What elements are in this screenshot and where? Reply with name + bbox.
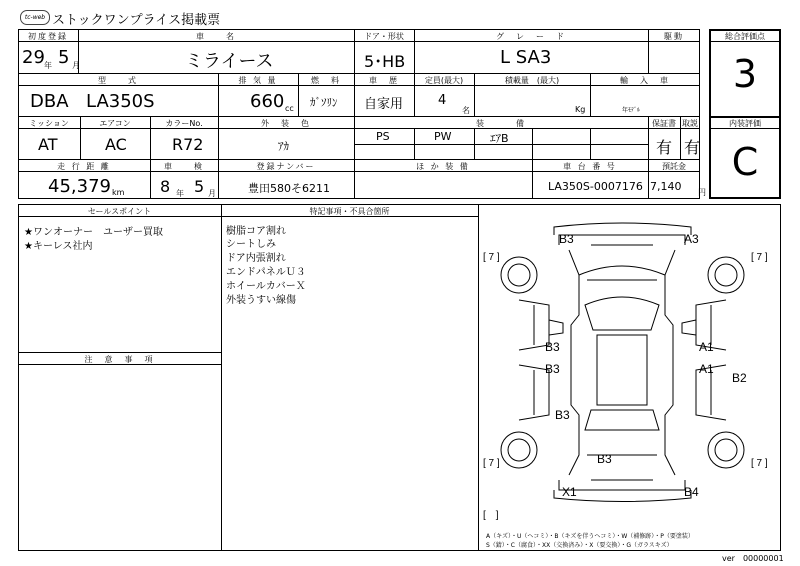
interior-score: C [731, 140, 759, 184]
reg-year: 29 [22, 47, 45, 68]
damage-mark: B3 [545, 362, 560, 376]
damage-mark: B3 [555, 408, 570, 422]
sales-points-label: セールスポイント [87, 207, 152, 216]
import-label: 輸 入 車 [620, 76, 670, 85]
plate-number: 豊田580そ6211 [248, 182, 330, 195]
km-unit: km [112, 188, 125, 197]
damage-mark: B2 [732, 371, 747, 385]
inspection-year: 8 [160, 177, 171, 196]
inspection-month: 5 [194, 177, 205, 196]
insp-year-unit: 年 [176, 189, 184, 198]
kg-unit: Kg [575, 105, 586, 114]
note-item: 樹脂コア割れ [226, 226, 286, 237]
plate-label: 登録ナンバー [256, 162, 316, 171]
notes-label: 特記事項・不具合箇所 [309, 207, 390, 216]
warranty: 有 [656, 138, 673, 157]
equip-ps: PS [376, 130, 390, 143]
mission-label: ミッション [29, 119, 69, 128]
legend-line: A（キズ）・U（ヘコミ）・B（キズを伴うヘコミ）・W（補修跡）・P（要塗装） [486, 533, 694, 540]
fuel: ｶﾞｿﾘﾝ [310, 96, 338, 109]
warranty-label: 保証書 [652, 119, 676, 128]
aircon: AC [105, 135, 127, 154]
color-no-label: カラーNo. [165, 119, 203, 128]
manual-label: 取説 [682, 119, 698, 128]
equip-pw: PW [434, 130, 452, 143]
version-label: ver 00000001 [722, 554, 784, 563]
model: LA350S [86, 91, 155, 112]
other-equip-label: ほ か 装 備 [416, 162, 470, 171]
bracket-mark: [ 7 ] [483, 252, 500, 263]
bracket-mark: [ ] [483, 510, 499, 521]
mission: AT [38, 135, 58, 154]
model-prefix: DBA [30, 91, 69, 112]
mileage: 45,379 [48, 176, 111, 197]
door-type: 5･HB [364, 52, 406, 71]
note-item: エンドパネルＵ３ [226, 267, 306, 278]
damage-mark: A1 [699, 340, 714, 354]
damage-mark: B4 [684, 485, 699, 499]
sales-point-item: ★ワンオーナー ユーザー買取 [24, 227, 163, 238]
car-name: ミライース [185, 51, 274, 72]
damage-mark: B3 [545, 340, 560, 354]
grade: L SA3 [500, 47, 552, 68]
aircon-label: エアコン [99, 119, 131, 128]
damage-mark: B3 [559, 232, 574, 246]
model-label: 型 式 [98, 76, 138, 85]
equip-airbag: ｴｱB [490, 132, 509, 145]
note-item: ドア内張割れ [226, 253, 286, 264]
interior-label: 内装評価 [729, 119, 761, 128]
cc-unit: cc [285, 104, 294, 113]
capacity: 4 [438, 93, 447, 108]
deposit-label: 預託金 [662, 162, 686, 171]
exterior-color-label: 外 装 色 [261, 119, 311, 128]
note-item: シートしみ [226, 239, 276, 250]
load-label: 積載量 (最大) [504, 76, 560, 85]
caution-label: 注 意 事 項 [84, 355, 155, 364]
note-item: ホイールカバーＸ [226, 281, 306, 292]
damage-mark: X1 [562, 485, 577, 499]
legend-line: S（錆）・C（腐食）・XX（交換済み）・X（要交換）・G（ガラスキズ） [486, 542, 673, 549]
mileage-label: 走 行 距 離 [57, 162, 111, 171]
car-diagram [479, 205, 780, 530]
info-table [18, 29, 700, 199]
note-item: 外装うすい線傷 [226, 295, 296, 306]
car-history: 自家用 [364, 97, 404, 112]
vin: LA350S-0007176 [548, 180, 643, 193]
bracket-mark: [ 7 ] [751, 252, 768, 263]
overall-label: 総合評価点 [725, 32, 765, 41]
sales-point-item: ★キーレス社内 [24, 241, 93, 252]
damage-mark: A1 [699, 362, 714, 376]
bracket-mark: [ 7 ] [483, 458, 500, 469]
bracket-mark: [ 7 ] [751, 458, 768, 469]
inspection-label: 車 検 [164, 162, 204, 171]
first-reg-label: 初度登録 [28, 32, 68, 41]
car-name-label: 車 名 [196, 32, 236, 41]
manual: 有 [684, 138, 701, 157]
displacement-label: 排 気 量 [238, 76, 278, 85]
year-unit: 年 [44, 61, 52, 70]
displacement: 660 [250, 91, 285, 112]
overall-score: 3 [732, 52, 758, 96]
damage-mark: A3 [684, 232, 699, 246]
exterior-color: ｱｶ [278, 140, 289, 153]
damage-mark: B3 [597, 452, 612, 466]
capacity-label: 定員(最大) [424, 76, 464, 85]
car-history-label: 車 歴 [369, 76, 399, 85]
page-title: ストックワンプライス掲載票 [52, 13, 221, 28]
logo: tc-web [20, 10, 50, 25]
persons-unit: 名 [462, 106, 470, 115]
insp-month-unit: 月 [208, 189, 216, 198]
fuel-label: 燃 料 [311, 76, 341, 85]
grade-label: グ レ ー ド [496, 32, 566, 41]
model-year-unit: 年ﾓﾃﾞﾙ [622, 107, 641, 114]
month-unit: 月 [72, 61, 80, 70]
equipment-label: 装 備 [476, 119, 526, 128]
color-no: R72 [172, 135, 204, 154]
drive-label: 駆動 [664, 32, 684, 41]
yen-unit: 円 [698, 188, 706, 197]
vin-label: 車 台 番 号 [563, 162, 617, 171]
reg-month: 5 [58, 47, 70, 68]
door-type-label: ドア・形状 [364, 32, 404, 41]
deposit: 7,140 [650, 180, 682, 193]
